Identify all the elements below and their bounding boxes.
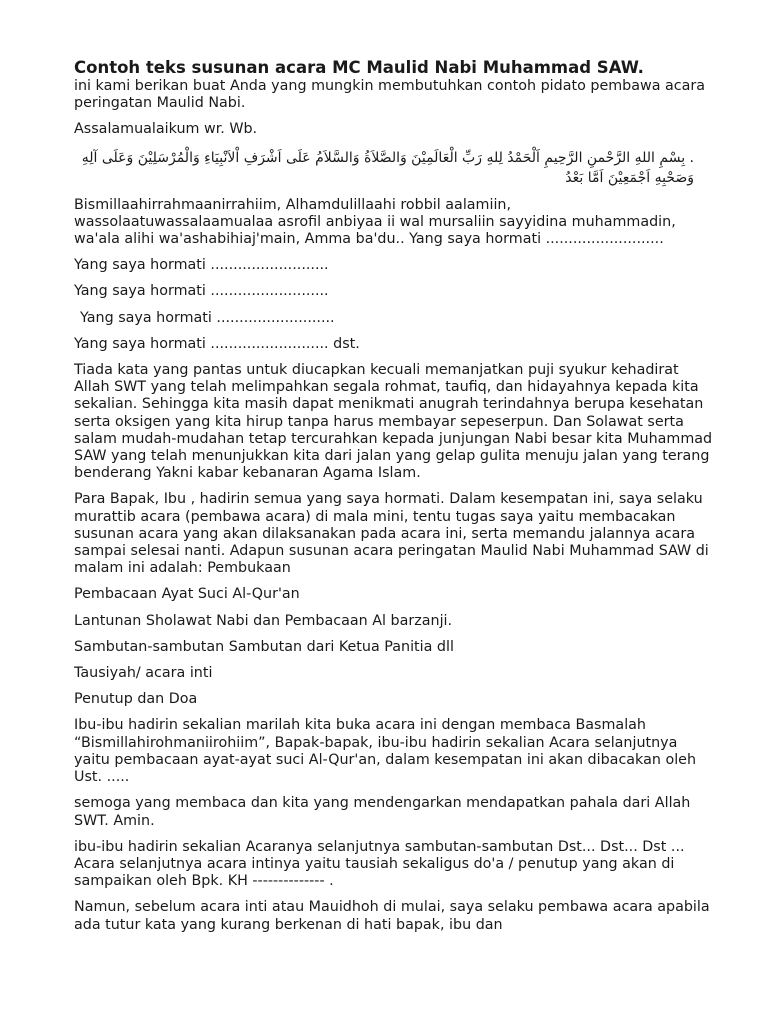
document-title: Contoh teks susunan acara MC Maulid Nabi Muhammad SAW. bbox=[74, 58, 644, 77]
transliteration-paragraph: Bismillaahirrahmaanirrahiim, Alhamdulillaahi robbil aalamiin, wassolaatuwassalaamualaa asrofil anbiyaa ii wal mursaliin sayyidina muhammadin, wa'ala alihi wa'ashabihiaj'main, Amma ba'du.. Yang saya hormati .......................... bbox=[74, 196, 676, 248]
agenda-item: Sambutan-sambutan Sambutan dari Ketua Panitia dll bbox=[74, 638, 454, 655]
hormat-line: Yang saya hormati .......................... bbox=[74, 283, 329, 300]
hormat-line: Yang saya hormati .......................... dst. bbox=[74, 335, 360, 352]
salam-line: Assalamualaikum wr. Wb. bbox=[74, 121, 258, 138]
syukur-paragraph: Tiada kata yang pantas untuk diucapkan kecuali memanjatkan puji syukur kehadirat Allah SWT yang telah melimpahkan segala rohmat, taufiq, dan hidayahnya kepada kita sekalian. Sehingga kita masih dapat menikmati anugrah terindahnya berupa kesehatan serta oksigen yang kita hirup tanpa harus membayar sepeserpun. Dan Solawat serta salam mudah-mudahan tetap tercurahkan kepada junjungan Nabi besar kita Muhammad SAW yang telah menunjukkan kita dari jalan yang gelap gulita menuju jalan yang terang benderang Yakni kabar kebanaran Agama Islam. bbox=[74, 362, 713, 482]
sambutan-paragraph: ibu-ibu hadirin sekalian Acaranya selanjutnya sambutan-sambutan Dst... Dst... Dst ... Acara selanjutnya acara intinya yaitu tausiah sekaligus do'a / penutup yang akan di sampaikan oleh Bpk. KH -------------- . bbox=[74, 838, 685, 890]
document-page bbox=[74, 58, 714, 934]
agenda-item: Penutup dan Doa bbox=[74, 691, 198, 708]
basmalah-paragraph: Ibu-ibu hadirin sekalian marilah kita buka acara ini dengan membaca Basmalah “Bismillahirohmaniirohiim”, Bapak-bapak, ibu-ibu hadirin sekalian Acara selanjutnya yaitu pembacaan ayat-ayat suci Al-Qur'an, dalam kesempatan ini akan dibacakan oleh Ust. ..... bbox=[74, 717, 697, 786]
namun-paragraph: Namun, sebelum acara inti atau Mauidhoh di mulai, saya selaku pembawa acara apabila ada tutur kata yang kurang berkenan di hati bapak, ibu dan bbox=[74, 899, 710, 933]
semoga-paragraph: semoga yang membaca dan kita yang mendengarkan mendapatkan pahala dari Allah SWT. Amin. bbox=[74, 795, 691, 829]
agenda-item: Tausiyah/ acara inti bbox=[74, 665, 213, 682]
arabic-opening: . بِسْمِ اللهِ الرَّحْمنِ الرَّحِيمِ اَلْحَمْدُ لِلهِ رَبِّ الْعَالَمِيْنَ وَالصَّلاَةُ وَالسَّلاَمُ عَلَى اَشْرَفِ اْلاَنْبِيَاءِ وَالْمُرْسَلِيْنَ وَعَلَى آلِهِ وَصَحْبِهِ اَجْمَعِيْنَ اَمَّا بَعْدُ bbox=[81, 149, 694, 186]
intro-paragraph: ini kami berikan buat Anda yang mungkin membutuhkan contoh pidato pembawa acara peringatan Maulid Nabi. bbox=[74, 78, 706, 112]
hormat-line: Yang saya hormati .......................... bbox=[74, 257, 329, 274]
susunan-paragraph: Para Bapak, Ibu , hadirin semua yang saya hormati. Dalam kesempatan ini, saya selaku murattib acara (pembawa acara) di mala mini, tentu tugas saya yaitu membacakan susunan acara yang akan dilaksanakan pada acara ini, serta memandu jalannya acara sampai selesai nanti. Adapun susunan acara peringatan Maulid Nabi Muhammad SAW di malam ini adalah: Pembukaan bbox=[74, 491, 709, 577]
agenda-item: Lantunan Sholawat Nabi dan Pembacaan Al barzanji. bbox=[74, 612, 453, 629]
hormat-line: Yang saya hormati .......................... bbox=[80, 309, 335, 326]
agenda-item: Pembacaan Ayat Suci Al-Qur'an bbox=[74, 586, 300, 603]
